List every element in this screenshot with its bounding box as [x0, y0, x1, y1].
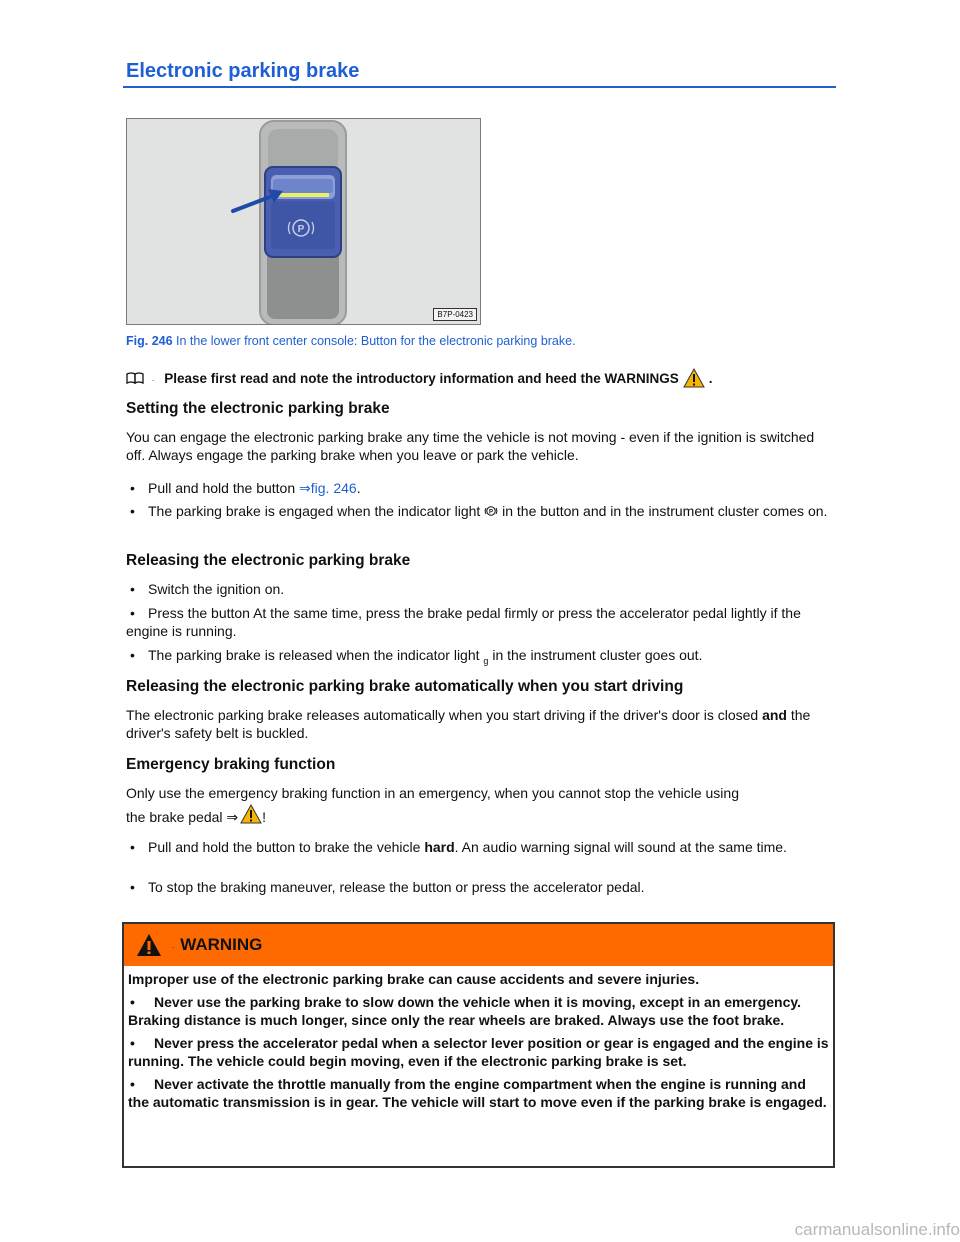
warning-triangle-icon	[136, 933, 162, 957]
page-title: Electronic parking brake	[126, 60, 360, 82]
fig-246-link[interactable]: fig. 246	[310, 480, 357, 496]
figure-caption	[126, 334, 576, 348]
bullet-dot: •	[130, 879, 135, 895]
warning-lead: Improper use of the electronic parking brake can cause accidents and severe injuries.	[128, 971, 700, 987]
warning-title: WARNING	[180, 935, 263, 954]
caption-number: Fig. 246	[126, 334, 173, 348]
heading-emergency: Emergency braking function	[126, 756, 336, 773]
list-item: • Switch the ignition on.	[126, 580, 836, 598]
list-item: • To stop the braking maneuver, release the button or press the accelerator pedal.	[126, 878, 836, 896]
book-icon	[126, 372, 144, 384]
list-item: • Pull and hold the button to brake the vehicle hard. An audio warning signal will sound at the same time.	[126, 838, 836, 856]
paragraph-emergency-line1: Only use the emergency braking function in an emergency, when you cannot stop the vehicle using	[126, 785, 739, 801]
list-item: • The parking brake is released when the indicator light $_g$ in the instrument cluster goes out.	[126, 646, 836, 670]
warning-item: • Never activate the throttle manually from the engine compartment when the engine is running and the automatic transmission is in gear. The vehicle will start to move even if the parking brake is engaged.	[128, 1076, 827, 1110]
warning-item: • Never use the parking brake to slow down the vehicle when it is moving, except in an emergency. Braking distance is much longer, since only the rear wheels are braked. Always use the foot brake.	[128, 994, 802, 1028]
intro-end: .	[708, 370, 713, 386]
warning-marker: .	[172, 940, 175, 950]
bullet-dot: •	[130, 1035, 135, 1051]
bullet-dot: •	[130, 605, 135, 621]
warning-triangle-icon	[240, 804, 262, 824]
figure-parking-brake-button	[126, 118, 481, 325]
figure-code: B7P-0423	[433, 308, 477, 321]
svg-text:P: P	[297, 224, 305, 235]
bullet-dot: •	[130, 503, 135, 519]
warning-triangle-icon	[683, 368, 705, 388]
bullet-dot: •	[130, 647, 135, 663]
warning-item: • Never press the accelerator pedal when a selector lever position or gear is engaged and the engine is running. The vehicle could begin moving, even if the electronic parking brake is set.	[128, 1035, 829, 1069]
watermark: carmanualsonline.info	[794, 1220, 960, 1239]
list-item: • Press the button At the same time, press the brake pedal firmly or press the accelerator pedal lightly if the engine is running.	[126, 605, 801, 639]
bullet-dot: •	[130, 581, 135, 597]
fig-link-arrow[interactable]: ⇒	[299, 480, 311, 496]
caption-text: In the lower front center console: Button for the electronic parking brake.	[176, 334, 576, 348]
heading-setting: Setting the electronic parking brake	[126, 400, 390, 417]
heading-auto-release: Releasing the electronic parking brake automatically when you start driving	[126, 678, 684, 695]
paragraph-auto-release: The electronic parking brake releases automatically when you start driving if the driver's door is closed and the driver's safety belt is buckled.	[126, 707, 811, 741]
bullet-dot: •	[130, 994, 135, 1010]
list-item: • Pull and hold the button ⇒fig. 246.	[126, 479, 836, 497]
warning-header	[124, 924, 833, 966]
svg-text:P: P	[489, 509, 494, 516]
paragraph-setting: You can engage the electronic parking brake any time the vehicle is not moving - even if the ignition is switched off. Always engage the parking brake when you leave or park the vehicle.	[126, 429, 815, 463]
intro-note	[126, 368, 836, 388]
list-item: • The parking brake is engaged when the indicator light P in the button and in the instrument cluster comes on.	[126, 502, 836, 520]
parking-brake-illustration	[127, 119, 481, 325]
parking-brake-indicator-icon	[484, 505, 498, 517]
intro-text: Please first read and note the introductory information and heed the WARNINGS	[164, 370, 679, 386]
paragraph-emergency-line2: the brake pedal ⇒ !	[126, 804, 836, 828]
bullet-dot: •	[130, 1076, 135, 1092]
bullet-dot: •	[130, 480, 135, 496]
intro-marker: .	[152, 373, 155, 383]
warning-box	[122, 922, 835, 1168]
bullet-dot: •	[130, 839, 135, 855]
warning-body	[124, 966, 833, 1111]
heading-releasing: Releasing the electronic parking brake	[126, 552, 411, 569]
title-rule	[123, 86, 836, 88]
